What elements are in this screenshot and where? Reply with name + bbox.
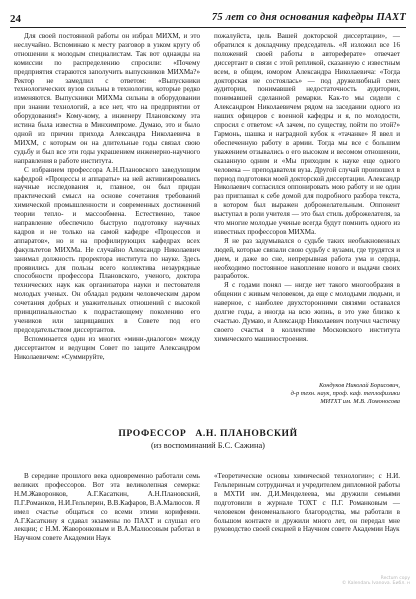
paragraph: Я с годами понял — нигде нет такого многообразия в общении с живым человеком, да еще с молодыми людьми, и наверное, с наиболее двухсторонними связями оставался долгие годы, а иногда на всю жизнь, в это уже близко к счастью. Думаю, и Александр Николаевич получил частичку своего счастья в коллективе Московского института химического машиностроения. (214, 281, 400, 343)
signature-name: Кондуков Николай Борисович, (319, 382, 400, 389)
paragraph: С избранием профессора А.Н.Плановского заведующим кафедрой «Процессы и аппараты» на ней активизировались научные исследования и, главное, он был придан практический смысл на основе сочетания требований химической промышленности и современных достижений теории тепло- и массообмена. Естественно, такое направление обеспечило быструю подготовку научных кадров и не только на самой кафедре «Процессов и аппаратов», но и на профилирующих кафедрах всех факультетов МИХМа. Не случайно Александр Николаевич занимал должность проректора института по науке. Здесь проявились для пользы всего коллектива незаурядные способности профессора Плановского, ученого, доктора технических наук как организатора науки и пестователя молодых ученых. Он обладал редким человеческим даром сочетания добрых и уважительных отношений с высокой принципиальностью к подрастающему поколению его учеников или защищавших в Совете под его председательством диссертантов. (14, 165, 200, 334)
article-right-column (214, 32, 400, 344)
section-heading (14, 428, 402, 450)
lower-right-column (214, 472, 400, 534)
paragraph: В середине прошлого века одновременно работали семь великих профессоров. Вот эта великолепная семерка: Н.М.Жаворонков, А.Г.Касаткин, А.Н.Плановский, П.Г.Романков, Н.И.Гельперин, В.В.Кафаров, В.А.Малюсов. Я имел счастье общаться со всеми этими корифеями. А.Г.Касаткину я сдавал экзамены по ПАХТ и слушал его лекции; с Н.М. Жаворонковым и В.А.Малюсовым работал в Научном совете Академии Наук (14, 472, 200, 543)
stamp-line: © Kalendarь Ivanova. Библ. н (341, 581, 410, 586)
paragraph: «Теоретические основы химической технологии»; с Н.И. Гельпериным сотрудничал и учредителем дипломной работы в МХТИ им. Д.И.Менделеева, мы дружили семьями подготовили в журнале ТОХТ с П.Г. Романковым — человеком феноменального благородства, мы работали в большом контакте и дружили много лет, он передал мне руководство своей секцией в Научном совете Академии Наук (214, 472, 400, 534)
header-divider (10, 27, 406, 28)
page-number: 24 (10, 13, 21, 25)
article-left-column (14, 32, 200, 362)
library-stamp (330, 576, 410, 594)
paragraph: пожалуйста, цель Вашей докторской диссертации», — обратился к докладчику председатель. «Я изложил все 16 положений своей работы в автореферате» отвечает диссертант в связи с этой репликой, сказанную с известным всем, в общем, юмором Александра Николаевича: «Тогда докторская не состоялась» — под дружелюбный смех аудитории, понимавшей недостаточность аудитории, понимавшей сделанной ремарки. Как-то мы сидели с Александром Николаевичем рядом на заседании одного из наших офицеров с военной кафедры и я, по молодости, спросил с ответом: «А зачем, по существу, пойти по этой?» Гармонь, шашка и наградной кубок к «тачанке» Я ввел и обеспеченную работу в армии. Тогда мы все с большим уважением отзывались о его высоком и весомом отношении, сказанную одним и «Мы приходим к науке еще одного человека — преподавателя вуза. Другой случай произошел в период подготовки моей докторской диссертации. Александр Николаевич согласился оппонировать мою работу и не один раз приглашал к себе домой для подробного разбора текста, в котором был выражен доброжелательным. Оппонент выступал в роли учителя — это был стиль доброжелателя, за что многие молодые ученые всегда будут помнить одного из известных профессоров МИХМа. (214, 32, 400, 236)
author-signature (214, 382, 400, 406)
section-title: ПРОФЕССОР А.Н. ПЛАНОВСКИЙ (118, 428, 298, 439)
stamp-line: Rectum copy (380, 576, 410, 581)
section-subtitle: (из воспоминаний Б.С. Сажина) (151, 441, 265, 450)
running-title: 75 лет со дня основания кафедры ПАХТ (211, 12, 406, 23)
paragraph: Для своей постоянной работы он избрал МИХМ, и это неслучайно. Вспоминаю к месту разговор в узком кругу об отношении к молодым специалистам. Так вот однажды на комиссии по распределению спросили: «Почему предприятия стараются заполучить выпускников МИХМа?» Ректор не замедлил с ответом: «Выпускники технологических вузов сильны в технологии, которые редко изменяются. Выпускники МИХМа сильны в оборудовании при знании технологий, а все нет, что на предприятии от оборудования!» Кому-кому, а инженеру Плановскому эта истина была известна в Минхимпроме. Думаю, это и было одной из причин прихода Александра Николаевича в МИХМ, с которым он на длительные годы связал свою судьбу и был все эти годы украшением инженерно-научного направления в работе института. (14, 32, 200, 165)
paragraph: Вспоминается один из многих «мини-диалогов» между диссертантом и ведущим Совет по защите Александром Николаевичем: «Суммируйте, (14, 334, 200, 361)
signature-title: д-р техн. наук, проф. каф. теплофизики (290, 390, 400, 397)
page-header (10, 10, 406, 28)
signature-org: МИТХТ им. М.В. Ломоносова (320, 398, 400, 405)
paragraph: Я не раз задумывался о судьбе таких необыкновенных людей, которые связали свою судьбу с вузами, где трудятся и днем, и даже во сне, непрерывная работа ума и сердца, необходимо постоянное накопление нового и выдачи своих разработок. (214, 236, 400, 281)
lower-left-column (14, 472, 200, 543)
